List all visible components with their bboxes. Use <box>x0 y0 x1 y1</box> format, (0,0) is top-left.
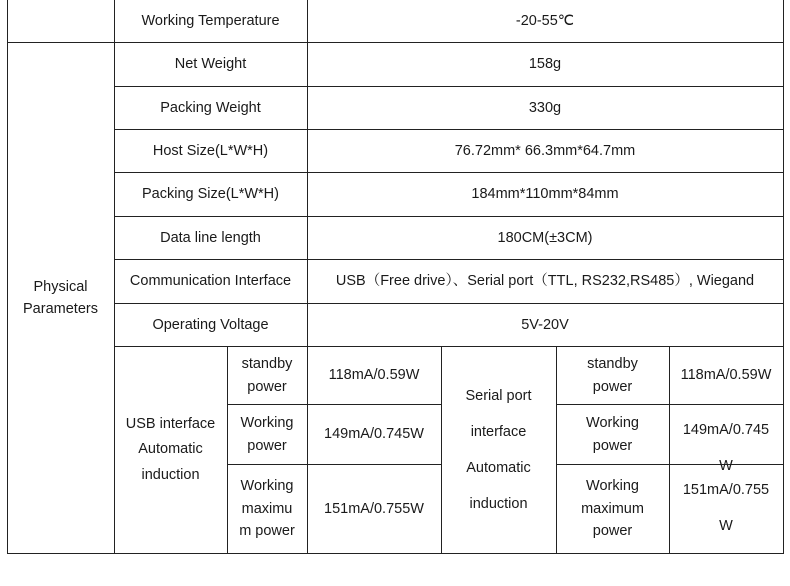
serial-label-line4: induction <box>469 496 528 513</box>
usb-maximum-value: 151mA/0.755W <box>324 500 424 517</box>
usb-label-line2: Automatic <box>138 441 203 458</box>
serial-standby-label <box>556 347 669 404</box>
usb-label-line3: induction <box>141 466 200 483</box>
usb-working-l1: Working <box>240 415 294 432</box>
data-line-length-label: Data line length <box>160 229 261 246</box>
serial-label-line2: interface <box>470 423 527 440</box>
operating-voltage-label: Operating Voltage <box>152 316 269 333</box>
usb-standby-l1: standby <box>241 356 293 373</box>
serial-interface-label <box>441 347 556 553</box>
usb-standby-l2: power <box>247 378 287 395</box>
usb-working-l2: power <box>247 437 287 454</box>
usb-standby-label <box>227 347 307 404</box>
serial-maximum-l2: maximum <box>581 500 644 517</box>
usb-maximum-l3: m power <box>239 523 295 540</box>
net-weight-label: Net Weight <box>174 56 247 73</box>
serial-maximum-l1: Working <box>586 478 639 495</box>
serial-working-l1: Working <box>586 415 639 432</box>
operating-voltage-value: 5V-20V <box>521 316 569 333</box>
serial-working-label <box>556 405 669 464</box>
packing-weight-label: Packing Weight <box>160 99 261 116</box>
working-temperature-label: Working Temperature <box>141 12 280 29</box>
group-label-line2: Parameters <box>23 301 98 317</box>
usb-working-label <box>227 405 307 464</box>
serial-standby-l2: power <box>592 378 633 395</box>
usb-interface-label <box>114 347 227 553</box>
usb-maximum-l1: Working <box>240 478 294 495</box>
working-temperature-value: -20-55℃ <box>515 12 575 29</box>
serial-standby-value: 118mA/0.59W <box>680 367 772 384</box>
communication-interface-value: USB（Free drive）、Serial port（TTL, RS232,RS485）, Wiegand <box>335 273 755 290</box>
serial-maximum-value <box>669 465 783 553</box>
serial-working-value-l1: 149mA/0.745 <box>682 422 770 438</box>
host-size-value: 76.72mm* 66.3mm*64.7mm <box>454 142 636 159</box>
serial-working-value-l2: W <box>719 457 733 474</box>
usb-standby-value: 118mA/0.59W <box>328 367 420 384</box>
host-size-label: Host Size(L*W*H) <box>152 142 269 159</box>
serial-working-l2: power <box>592 437 633 454</box>
packing-size-label: Packing Size(L*W*H) <box>142 186 279 203</box>
usb-working-value: 149mA/0.745W <box>324 426 424 443</box>
serial-maximum-value-l1: 151mA/0.755 <box>682 482 770 499</box>
group-label-line1: Physical <box>33 278 88 295</box>
packing-weight-value: 330g <box>528 99 562 116</box>
serial-label-line1: Serial port <box>465 387 532 404</box>
serial-working-value <box>669 405 783 474</box>
serial-maximum-value-l2: W <box>719 518 733 534</box>
net-weight-value: 158g <box>528 56 562 73</box>
usb-maximum-label <box>227 465 307 553</box>
serial-standby-l1: standby <box>587 356 638 373</box>
usb-label-line1: USB interface <box>125 415 216 432</box>
packing-size-value: 184mm*110mm*84mm <box>471 186 619 203</box>
usb-maximum-l2: maximu <box>241 500 293 517</box>
physical-parameters-group-label <box>7 43 114 553</box>
serial-label-line3: Automatic <box>466 460 531 476</box>
communication-interface-label: Communication Interface <box>129 273 292 290</box>
serial-maximum-l3: power <box>592 523 633 540</box>
data-line-length-value: 180CM(±3CM) <box>497 229 593 246</box>
serial-maximum-label <box>556 465 669 553</box>
